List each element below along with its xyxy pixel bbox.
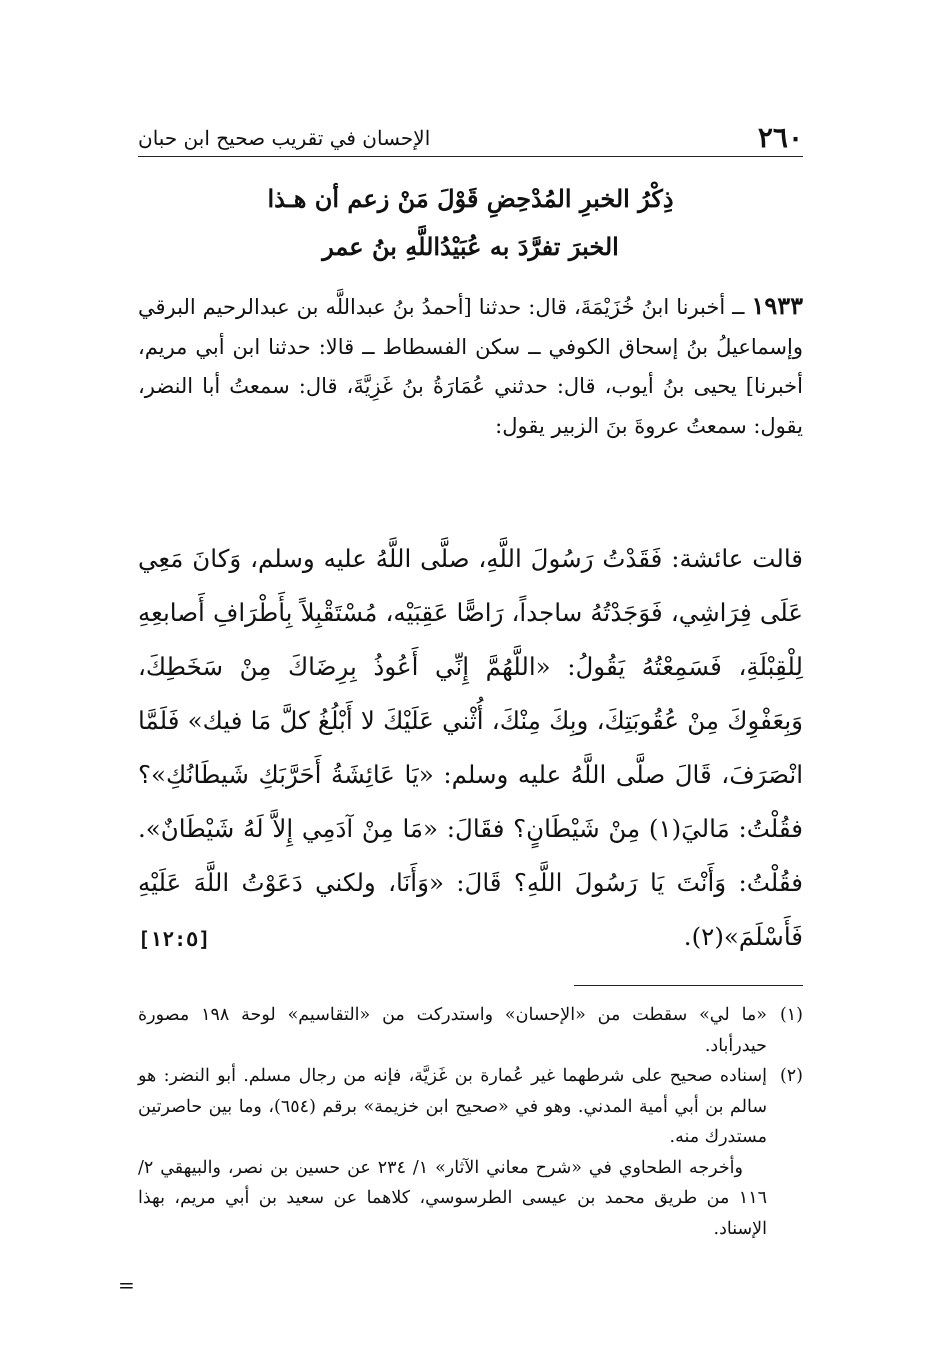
- footnote-divider: [574, 985, 803, 986]
- header-divider: [138, 156, 803, 157]
- isnad-text: ــ أخبرنا ابنُ خُزَيْمَةَ، قال: حدثنا [أحمدُ بنُ عبداللَّه بن عبدالرحيم البرقي وإسماعيلُ بنُ إسحاق الكوفي ــ سكن الفسطاط ــ قالا: حدثنا ابن أبي مريم، أخبرنا] يحيى بنُ أيوب، قال: حدثني عُمَارَةُ بنُ غَزِيَّةَ، قال: سمعتُ أبا النضر، يقول: سمعتُ عروةَ بنَ الزبير يقول:: [138, 295, 803, 438]
- chapter-title-line-2: الخبرَ تفرَّدَ به عُبَيْدُاللَّهِ بنُ عمر: [322, 232, 619, 261]
- footnote-2: [138, 1061, 803, 1244]
- hadith-number: ١٩٣٣: [751, 291, 803, 320]
- running-title: الإحسان في تقريب صحيح ابن حبان: [138, 126, 431, 150]
- page-header: [138, 112, 803, 152]
- matn-paragraph: [138, 532, 803, 966]
- matn-text: قالت عائشة: فَقَدْتُ رَسُولَ اللَّهِ، صلَّى اللَّهُ عليه وسلم، وَكانَ مَعِي عَلَى فِرَاشِي، فَوَجَدْتُهُ ساجداً، رَاصًّا عَقِبَيْه، مُسْتَقْبِلاً بِأَطْرَافِ أَصابعِهِ لِلْقِبْلَةِ، فَسَمِعْتُهُ يَقُولُ: «اللَّهُمَّ إِنِّي أَعُوذُ بِرِضَاكَ مِنْ سَخَطِكَ، وَبِعَفْوِكَ مِنْ عُقُوبَتِكَ، وبِكَ مِنْكَ، أُثْني عَلَيْكَ لا أَبْلُغُ كلَّ مَا فيك» فَلَمَّا انْصَرَفَ، قَالَ صلَّى اللَّهُ عليه وسلم: «يَا عَائِشَةُ أَحَرَّبَكِ شَيطَانُكِ»؟ فقُلْتُ: مَاليَ(١) مِنْ شَيْطَانٍ؟ فقَالَ: «مَا مِنْ آدَمِي إِلاَّ لَهُ شَيْطَانٌ». فقُلْتُ: وَأَنْتَ يَا رَسُولَ اللَّهِ؟ قَالَ: «وَأَنَا، ولكني دَعَوْتُ اللَّهَ عَلَيْهِ فَأَسْلَمَ»(٢).: [138, 544, 803, 951]
- isnad-paragraph: [138, 286, 803, 446]
- footnote-number: (١): [779, 1005, 803, 1025]
- footnote-text: وأخرجه الطحاوي في «شرح معاني الآثار» ١/ ٢٣٤ عن حسين بن نصر، والبيهقي ٢/ ١١٦ من طريق محمد بن عيسى الطرسوسي، كلاهما عن سعيد بن أبي مريم، بهذا الإسناد.: [138, 1157, 767, 1239]
- footnote-1: [138, 1000, 803, 1061]
- footnote-text: إسناده صحيح على شرطهما غير عُمارة بن غَزيَّة، فإنه من رجال مسلم. أبو النضر: هو سالم بن أبي أمية المدني. وهو في «صحيح ابن خزيمة» برقم (٦٥٤)، وما بين حاصرتين مستدرك منه.: [138, 1066, 767, 1147]
- footnote-number: (٢): [779, 1066, 803, 1086]
- footnotes: [138, 1000, 803, 1244]
- chapter-title: [138, 175, 803, 271]
- matn-reference: [١٢:٥]: [138, 927, 211, 951]
- page-number: ٢٦٠: [757, 121, 803, 154]
- chapter-title-line-1: ذِكْرُ الخبرِ المُدْحِضِ قَوْلَ مَنْ زعم أن هـذا: [267, 184, 674, 213]
- continuation-mark: =: [118, 1273, 135, 1297]
- footnote-text: «ما لي» سقطت من «الإحسان» واستدركت من «التقاسيم» لوحة ١٩٨ مصورة حيدرأباد.: [138, 1005, 768, 1056]
